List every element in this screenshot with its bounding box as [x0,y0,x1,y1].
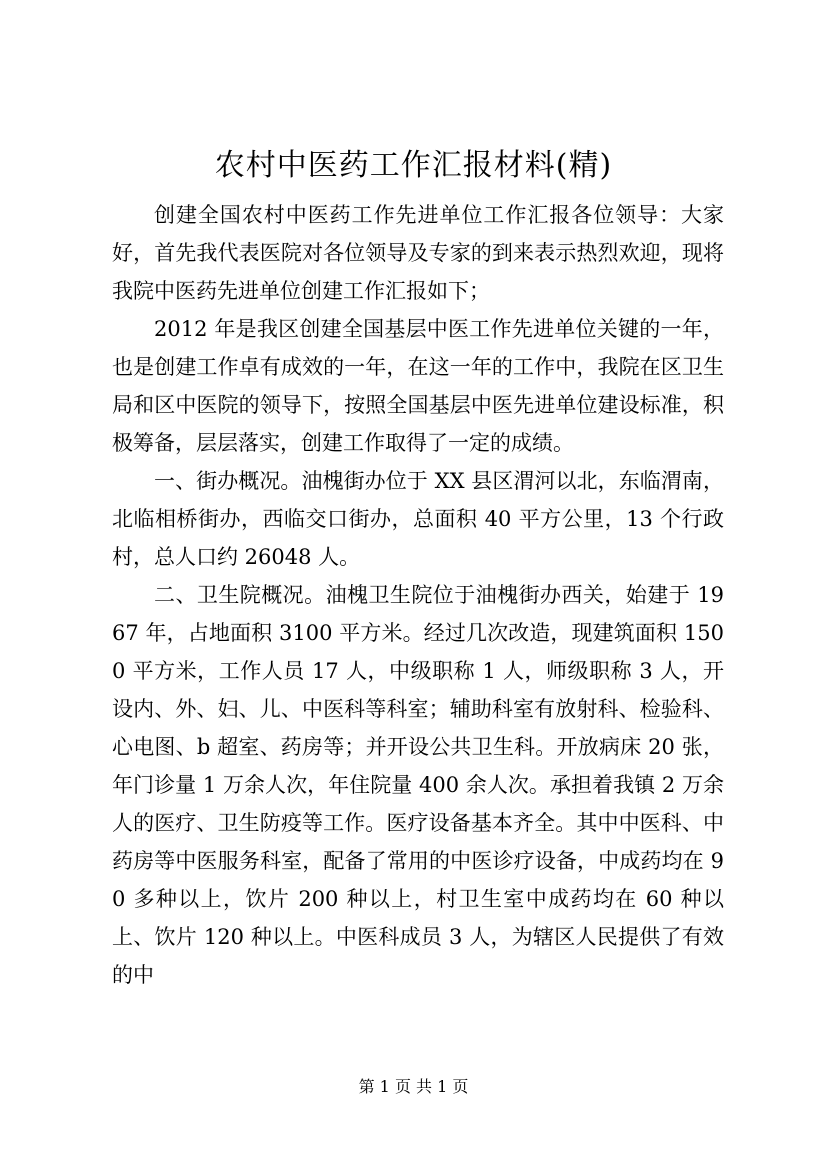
paragraph-district-overview: 一、街办概况。油槐街办位于 XX 县区渭河以北，东临渭南，北临相桥街办，西临交口街办，总面积 40 平方公里，13 个行政村，总人口约 26048 人。 [112,469,724,569]
paragraph-intro: 创建全国农村中医药工作先进单位工作汇报各位领导：大家好，首先我代表医院对各位领导及专家的到来表示热烈欢迎，现将我院中医药先进单位创建工作汇报如下； [112,203,724,303]
document-body [112,196,724,994]
page-footer: 第 1 页 共 1 页 [358,1077,469,1096]
paragraph-health-center-overview: 二、卫生院概况。油槐卫生院位于油槐街办西关，始建于 1967 年，占地面积 3100 平方米。经过几次改造，现建筑面积 1500 平方米，工作人员 17 人，中级职称 1 人，师级职称 3 人，开设内、外、妇、儿、中医科等科室；辅助科室有放射科、检验科、心电图、b 超室、药房等；并开设公共卫生科。开放病床 20 张，年门诊量 1 万余人次，年住院量 400 余人次。承担着我镇 2 万余人的医疗、卫生防疫等工作。医疗设备基本齐全。其中中医科、中药房等中医服务科室，配备了常用的中医诊疗设备，中成药均在 90 多种以上，饮片 200 种以上，村卫生室中成药均在 60 种以上、饮片 120 种以上。中医科成员 3 人，为辖区人民提供了有效的中 [112,583,724,987]
document-title: 农村中医药工作汇报材料(精) [214,148,613,183]
paragraph-2012-summary: 2012 年是我区创建全国基层中医工作先进单位关键的一年，也是创建工作卓有成效的一年，在这一年的工作中，我院在区卫生局和区中医院的领导下，按照全国基层中医先进单位建设标准，积极筹备，层层落实，创建工作取得了一定的成绩。 [112,317,724,455]
